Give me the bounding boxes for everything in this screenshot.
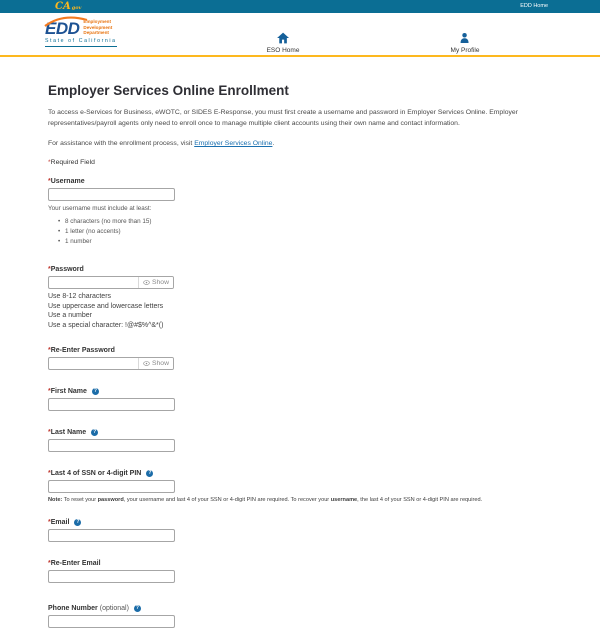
first-name-field-group <box>48 388 552 411</box>
eye-icon <box>143 361 150 366</box>
last-name-label <box>48 429 86 436</box>
ca-gov-logo[interactable] <box>55 0 81 13</box>
email-label <box>48 519 69 526</box>
email-field-group <box>48 519 552 542</box>
site-header <box>0 13 600 57</box>
ca-gov-logo-gov: gov <box>71 5 82 11</box>
password-field-group <box>48 266 552 330</box>
password-requirement-item: Use uppercase and lowercase letters <box>48 302 164 310</box>
username-requirement-item: • 1 letter (no accents) <box>65 227 552 237</box>
edd-dept-line2: Development <box>83 24 113 30</box>
reenter-password-input[interactable] <box>49 358 138 369</box>
password-requirement-item: Use a number <box>48 312 92 319</box>
reenter-email-label <box>48 560 101 567</box>
last-name-help-icon[interactable]: ? <box>93 429 97 435</box>
password-requirement-item: Use a special character: !@#$%^&*() <box>48 321 164 329</box>
ssn-pin-input[interactable] <box>48 480 175 493</box>
last-name-label-text: Last Name <box>50 429 87 436</box>
ssn-note-bold: password <box>97 497 124 503</box>
password-show-label: Show <box>151 279 169 286</box>
last-name-input[interactable] <box>48 439 175 452</box>
username-requirement-item: • 8 characters (no more than 15) <box>65 217 552 227</box>
username-requirement-item: • 1 number <box>65 237 552 247</box>
page-title: Employer Services Online Enrollment <box>48 83 289 98</box>
required-asterisk: * <box>48 178 51 185</box>
utility-bar <box>0 0 600 13</box>
reenter-password-label <box>48 347 115 354</box>
phone-optional-text: (optional) <box>97 605 129 612</box>
edd-dept-line3: Department <box>83 30 109 36</box>
email-help-icon[interactable]: ? <box>76 519 80 525</box>
edd-logo-state-text: State of California <box>45 38 117 47</box>
phone-help-icon[interactable]: ? <box>135 605 139 611</box>
username-requirements-list <box>48 217 552 247</box>
reenter-password-show-button[interactable] <box>138 358 173 369</box>
edd-logo-text: EDD <box>45 19 80 38</box>
ssn-pin-field-group <box>48 470 552 504</box>
password-show-button[interactable] <box>138 277 173 288</box>
reenter-password-label-text: Re-Enter Password <box>50 347 115 354</box>
first-name-input[interactable] <box>48 398 175 411</box>
nav-my-profile[interactable] <box>451 32 480 54</box>
home-icon <box>277 32 290 44</box>
reenter-password-input-group <box>48 357 174 370</box>
reenter-email-field-group <box>48 560 552 583</box>
phone-label-text: Phone Number <box>48 605 98 612</box>
required-asterisk: * <box>48 266 51 273</box>
required-asterisk: * <box>48 470 51 477</box>
password-requirement-item: Use 8-12 characters <box>48 293 112 300</box>
edd-logo[interactable] <box>45 17 117 47</box>
first-name-help-icon[interactable]: ? <box>93 388 97 394</box>
reenter-password-label-row <box>48 347 552 354</box>
username-label-text: Username <box>50 178 85 185</box>
ca-gov-logo-ca: CA <box>55 1 71 12</box>
reenter-password-show-label: Show <box>151 360 169 367</box>
username-label <box>48 178 85 185</box>
reenter-email-input[interactable] <box>48 570 175 583</box>
password-requirements <box>48 292 552 330</box>
first-name-label-text: First Name <box>50 388 87 395</box>
required-field-note <box>48 159 552 166</box>
required-asterisk: * <box>48 347 51 354</box>
required-field-note-text: Required Field <box>50 159 95 166</box>
ssn-note-text: , your username and last 4 of your SSN or 4-digit PIN are required. To recover your <box>123 497 331 503</box>
username-hint-title: Your username must include at least: <box>48 205 152 212</box>
assistance-prefix: For assistance with the enrollment process, visit <box>48 140 195 147</box>
nav-eso-home[interactable] <box>267 32 300 54</box>
last-name-label-row <box>48 429 552 436</box>
intro-paragraph: To access e-Services for Business, eWOTC, or SIDES E-Response, you must first create a username and password in Employer Services Online. Employer representatives/payroll agents only need to enroll once to manage multiple client accounts using their own name and contact information. <box>48 109 518 127</box>
eye-icon <box>143 280 150 285</box>
reenter-email-label-text: Re-Enter Email <box>50 560 101 567</box>
last-name-field-group <box>48 429 552 452</box>
nav-eso-home-label: ESO Home <box>266 47 300 54</box>
required-asterisk: * <box>48 159 51 166</box>
phone-label-row <box>48 605 552 612</box>
password-label <box>48 266 84 273</box>
email-input[interactable] <box>48 529 175 542</box>
required-asterisk: * <box>48 429 51 436</box>
first-name-label-row <box>48 388 552 395</box>
ssn-pin-label <box>48 470 141 477</box>
required-asterisk: * <box>48 519 51 526</box>
username-field-group <box>48 178 552 247</box>
phone-label <box>48 605 129 612</box>
assistance-suffix: . <box>272 140 275 147</box>
password-input-group <box>48 276 174 289</box>
required-asterisk: * <box>48 560 51 567</box>
reenter-password-field-group <box>48 347 552 370</box>
assistance-text <box>48 140 552 147</box>
edd-home-link[interactable]: EDD Home <box>520 3 548 9</box>
profile-icon <box>459 32 471 44</box>
phone-field-group <box>48 605 552 628</box>
ssn-pin-label-text: Last 4 of SSN or 4-digit PIN <box>50 470 142 477</box>
reenter-email-label-row <box>48 560 552 567</box>
ssn-pin-label-row <box>48 470 552 477</box>
ssn-note-text: , the last 4 of your SSN or 4-digit PIN are required. <box>357 497 483 503</box>
phone-input[interactable] <box>48 615 175 628</box>
ssn-pin-note <box>48 497 552 504</box>
password-label-text: Password <box>50 266 84 273</box>
password-label-row <box>48 266 552 273</box>
email-label-row <box>48 519 552 526</box>
edd-dept-line1: Employment <box>83 19 111 24</box>
email-label-text: Email <box>50 519 70 526</box>
ssn-note-bold: username <box>330 497 358 503</box>
ssn-note-text: To reset your <box>62 497 98 503</box>
edd-logo-swoosh <box>43 15 89 27</box>
nav-my-profile-label: My Profile <box>450 47 480 54</box>
ssn-pin-help-icon[interactable]: ? <box>148 470 152 476</box>
employer-services-online-link[interactable]: Employer Services Online <box>194 140 273 147</box>
required-asterisk: * <box>48 388 51 395</box>
ssn-note-bold: Note: <box>48 497 63 503</box>
password-input[interactable] <box>49 277 138 288</box>
username-label-row <box>48 178 552 185</box>
username-input[interactable] <box>48 188 175 201</box>
main-content <box>0 59 600 628</box>
first-name-label <box>48 388 87 395</box>
